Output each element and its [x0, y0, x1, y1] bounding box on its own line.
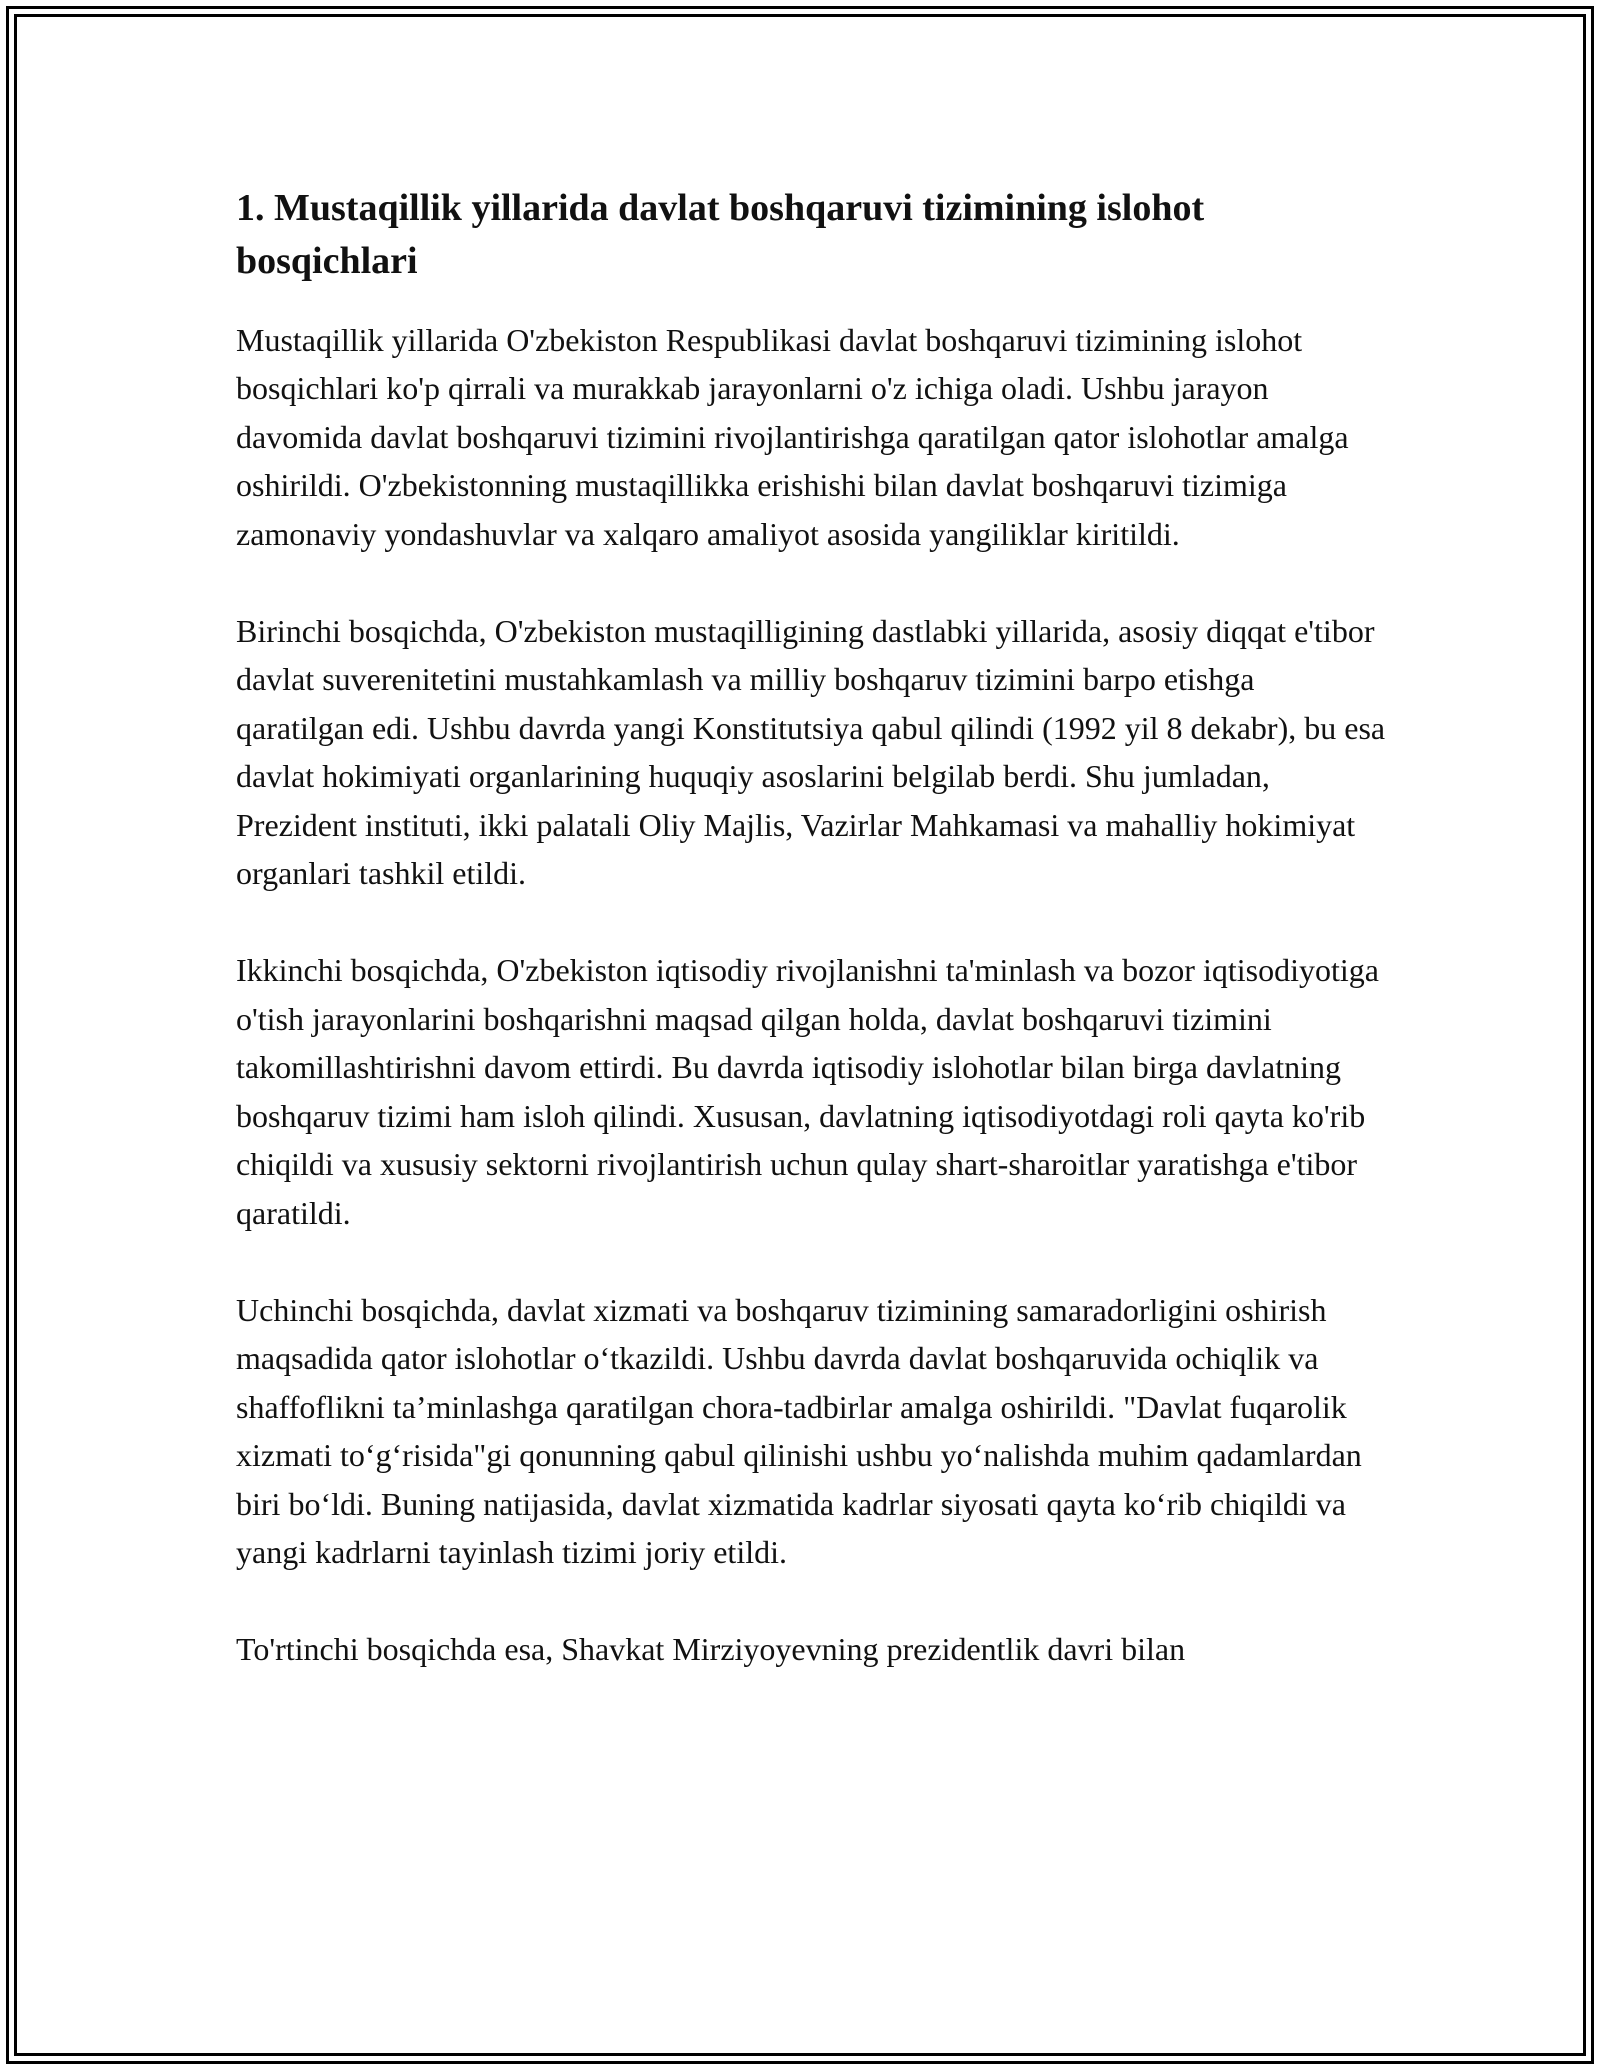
- document-body: [236, 182, 1386, 1723]
- section-heading: 1. Mustaqillik yillarida davlat boshqaruvi tizimining islohot bosqichlari: [236, 187, 1205, 282]
- paragraph-third-stage: Uchinchi bosqichda, davlat xizmati va boshqaruv tizimining samaradorligini oshirish maqsadida qator islohotlar o‘tkazildi. Ushbu davrda davlat boshqaruvida ochiqlik va shaffoflikni ta’minlashga qaratilgan chora-tadbirlar amalga oshirildi. "Davlat fuqarolik xizmati to‘g‘risida"gi qonunning qabul qilinishi ushbu yo‘nalishda muhim qadamlardan biri bo‘ldi. Buning natijasida, davlat xizmatida kadrlar siyosati qayta ko‘rib chiqildi va yangi kadrlarni tayinlash tizimi joriy etildi.: [236, 1291, 1362, 1570]
- paragraph-first-stage: Birinchi bosqichda, O'zbekiston mustaqilligining dastlabki yillarida, asosiy diqqat e'tibor davlat suverenitetini mustahkamlash va milliy boshqaruv tizimini barpo etishga qaratilgan edi. Ushbu davrda yangi Konstitutsiya qabul qilindi (1992 yil 8 dekabr), bu esa davlat hokimiyati organlarining huquqiy asoslarini belgilab berdi. Shu jumladan, Prezident instituti, ikki palatali Oliy Majlis, Vazirlar Mahkamasi va mahalliy hokimiyat organlari tashkil etildi.: [236, 613, 1386, 892]
- paragraph-fourth-stage: To'rtinchi bosqichda esa, Shavkat Mirziyoyevning prezidentlik davri bilan: [236, 1631, 1186, 1668]
- paragraph-second-stage: Ikkinchi bosqichda, O'zbekiston iqtisodiy rivojlanishni ta'minlash va bozor iqtisodiyotiga o'tish jarayonlarini boshqarishni maqsad qilgan holda, davlat boshqaruvi tizimini takomillashtirishni davom ettirdi. Bu davrda iqtisodiy islohotlar bilan birga davlatning boshqaruv tizimi ham isloh qilindi. Xususan, davlatning iqtisodiyotdagi roli qayta ko'rib chiqildi va xususiy sektorni rivojlantirish uchun qulay shart-sharoitlar yaratishga e'tibor qaratildi.: [236, 952, 1379, 1231]
- paragraph-intro: Mustaqillik yillarida O'zbekiston Respublikasi davlat boshqaruvi tizimining islohot bosqichlari ko'p qirrali va murakkab jarayonlarni o'z ichiga oladi. Ushbu jarayon davomida davlat boshqaruvi tizimini rivojlantirishga qaratilgan qator islohotlar amalga oshirildi. O'zbekistonning mustaqillikka erishishi bilan davlat boshqaruvi tizimiga zamonaviy yondashuvlar va xalqaro amaliyot asosida yangiliklar kiritildi.: [236, 322, 1349, 552]
